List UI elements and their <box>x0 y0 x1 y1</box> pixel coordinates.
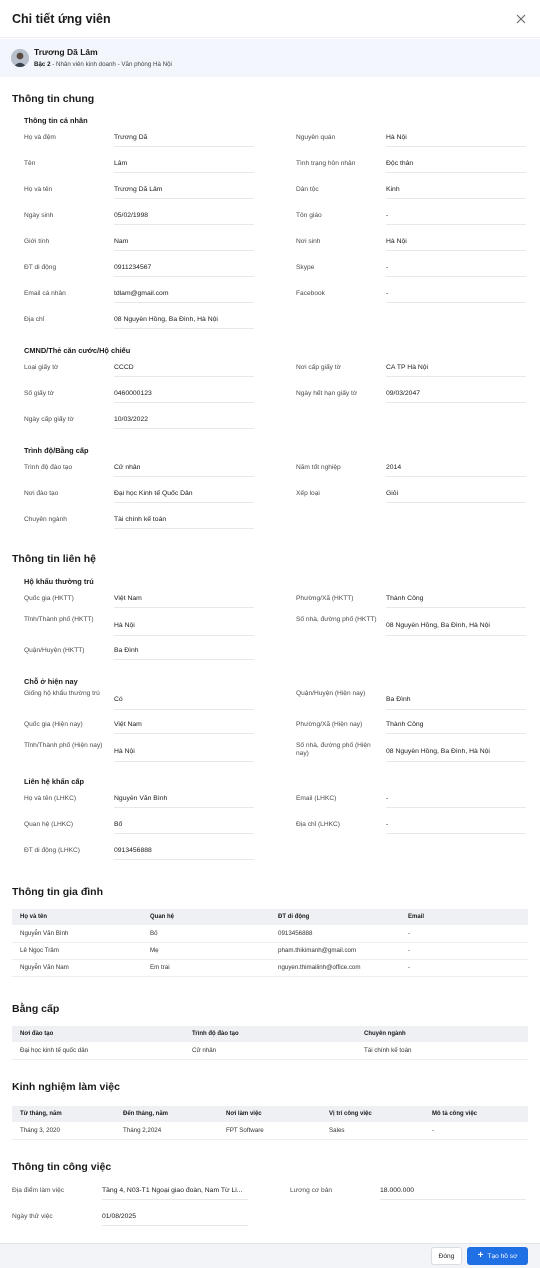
table-header-row <box>12 1106 528 1122</box>
column-header: Quan hệ <box>142 909 270 925</box>
table-cell: 0913456888 <box>270 925 400 942</box>
field-underline <box>114 250 254 251</box>
field-label: Lương cơ bản <box>290 1187 333 1194</box>
table-cell: FPT Software <box>218 1122 321 1139</box>
field-underline <box>114 859 254 860</box>
field-underline <box>114 146 254 147</box>
field-value: Độc thân <box>386 160 414 167</box>
dialog-header <box>0 0 540 38</box>
column-header: Họ và tên <box>12 909 142 925</box>
field-value: CA TP Hà Nội <box>386 364 429 371</box>
field-label: Tôn giáo <box>296 212 322 219</box>
field-label: Quận/Huyện (Hiện nay) <box>296 690 366 697</box>
field-value: 08 Nguyễn Hồng, Ba Đình, Hà Nội <box>386 622 490 629</box>
field-value: Ba Đình <box>386 696 411 703</box>
field-label: Chuyên ngành <box>24 516 67 523</box>
subsection-id-title: CMND/Thẻ căn cước/Hộ chiếu <box>24 346 131 355</box>
candidate-position: - Nhân viên kinh doanh - Văn phòng Hà Nội <box>50 61 172 68</box>
subsection-education-title: Trình độ/Bằng cấp <box>24 446 89 455</box>
field-underline <box>114 172 254 173</box>
table-row <box>12 925 528 942</box>
candidate-level: Bậc 2 <box>34 61 51 68</box>
table-cell: Lê Ngọc Trâm <box>12 942 142 959</box>
table-cell: - <box>400 959 528 976</box>
field-underline <box>102 1199 248 1200</box>
field-label: Nguyên quán <box>296 134 336 141</box>
field-value: Tầng 4, N03-T1 Ngoại giao đoàn, Nam Từ Li... <box>102 1187 243 1194</box>
candidate-profile-bar <box>0 39 540 77</box>
field-value: 2014 <box>386 464 402 471</box>
field-value: Hà Nội <box>114 622 135 629</box>
field-underline <box>114 635 254 636</box>
close-button[interactable]: Đóng <box>431 1247 462 1265</box>
field-value: 10/03/2022 <box>114 416 149 423</box>
field-underline <box>386 146 526 147</box>
table-cell: Đại học kinh tế quốc dân <box>12 1042 184 1059</box>
field-value: 18.000.000 <box>380 1187 415 1194</box>
field-label: Giống hộ khẩu thường trú <box>24 690 100 697</box>
column-header: Từ tháng, năm <box>12 1106 115 1122</box>
field-label: Họ và đệm <box>24 134 56 141</box>
field-underline <box>114 328 254 329</box>
table-row <box>12 959 528 976</box>
field-label: Nơi cấp giấy tờ <box>296 364 341 371</box>
field-underline <box>114 302 254 303</box>
field-value: CCCD <box>114 364 134 371</box>
field-value: Trương Dã <box>114 134 148 141</box>
column-header: Chuyên ngành <box>356 1026 528 1042</box>
table-cell: pham.thikimanh@gmail.com <box>270 942 400 959</box>
field-value: Đại học Kinh tế Quốc Dân <box>114 490 193 497</box>
field-value: tdlam@gmail.com <box>114 290 169 297</box>
table-cell: nguyen.thimailinh@office.com <box>270 959 400 976</box>
field-underline <box>114 198 254 199</box>
field-label: Facebook <box>296 290 325 297</box>
dialog-title: Chi tiết ứng viên <box>12 12 111 26</box>
field-label: Số nhà, đường phố (Hiện nay) <box>296 742 371 757</box>
table-cell: - <box>400 942 528 959</box>
field-underline <box>114 428 254 429</box>
field-value: Hà Nội <box>386 134 407 141</box>
field-label: Tỉnh/Thành phố (Hiện nay) <box>24 742 103 749</box>
subsection-current-title: Chỗ ở hiện nay <box>24 677 78 686</box>
field-underline <box>114 709 254 710</box>
field-underline <box>386 733 526 734</box>
field-value: 0911234567 <box>114 264 152 271</box>
table-cell: Em trai <box>142 959 270 976</box>
field-label: Số giấy tờ <box>24 390 54 397</box>
field-value: 05/02/1998 <box>114 212 149 219</box>
table-cell: - <box>400 925 528 942</box>
field-label: Quốc gia (Hiện nay) <box>24 721 83 728</box>
section-experience-title: Kinh nghiệm làm việc <box>12 1081 120 1093</box>
field-label: Quan hệ (LHKC) <box>24 821 74 828</box>
field-label: Trình độ đào tạo <box>24 464 73 471</box>
field-underline <box>114 659 254 660</box>
section-contact-title: Thông tin liên hệ <box>12 553 96 565</box>
subsection-emergency-title: Liên hệ khẩn cấp <box>24 777 84 786</box>
field-label: Skype <box>296 264 315 271</box>
field-value: 0913456888 <box>114 847 152 854</box>
column-header: Mô tả công việc <box>424 1106 528 1122</box>
field-value: 0460000123 <box>114 390 152 397</box>
table-cell: Sales <box>321 1122 424 1139</box>
field-value: Ba Đình <box>114 647 139 654</box>
field-underline <box>380 1199 526 1200</box>
field-underline <box>386 224 526 225</box>
field-label: ĐT di động (LHKC) <box>24 847 80 854</box>
field-underline <box>114 733 254 734</box>
field-underline <box>114 476 254 477</box>
dialog-footer <box>0 1243 540 1268</box>
field-value: Có <box>114 696 123 703</box>
field-label: Ngày hết hạn giấy tờ <box>296 390 358 397</box>
field-label: Địa điểm làm việc <box>12 1187 65 1194</box>
field-underline <box>386 807 526 808</box>
field-label: Ngày sinh <box>24 212 54 219</box>
field-underline <box>386 476 526 477</box>
field-underline <box>102 1225 248 1226</box>
field-underline <box>114 376 254 377</box>
field-underline <box>114 761 254 762</box>
table-cell: Mẹ <box>142 942 270 959</box>
field-underline <box>114 528 254 529</box>
table-cell: Tháng 3, 2020 <box>12 1122 115 1139</box>
field-underline <box>114 833 254 834</box>
field-label: Địa chỉ (LHKC) <box>296 821 340 828</box>
field-value: - <box>386 212 389 219</box>
field-value: Giỏi <box>386 490 399 497</box>
field-value: Lâm <box>114 160 128 167</box>
field-value: - <box>386 795 389 802</box>
close-icon[interactable] <box>514 12 528 26</box>
field-value: Trương Dã Lâm <box>114 186 163 193</box>
section-general-title: Thông tin chung <box>12 93 95 105</box>
field-label: Họ và tên <box>24 186 53 193</box>
field-value: 09/03/2047 <box>386 390 421 397</box>
field-label: Quận/Huyện (HKTT) <box>24 647 85 654</box>
plus-icon: + <box>477 1250 484 1261</box>
field-underline <box>386 402 526 403</box>
field-value: Thành Công <box>386 595 424 602</box>
column-header: Đến tháng, năm <box>115 1106 218 1122</box>
field-underline <box>386 198 526 199</box>
candidate-subtitle <box>34 61 172 68</box>
field-value: - <box>386 290 389 297</box>
field-label: Ngày cấp giấy tờ <box>24 416 74 423</box>
field-value: Hà Nội <box>386 238 407 245</box>
section-degrees-title: Bằng cấp <box>12 1003 60 1015</box>
table-cell: Nguyễn Văn Nam <box>12 959 142 976</box>
table-row <box>12 1042 528 1059</box>
table-header-row <box>12 1026 528 1042</box>
field-value: Bố <box>114 821 123 828</box>
field-underline <box>114 502 254 503</box>
field-value: 01/08/2025 <box>102 1213 137 1220</box>
experience-table <box>12 1106 528 1140</box>
field-value: 08 Nguyễn Hồng, Ba Đình, Hà Nội <box>114 316 218 323</box>
subsection-personal-title: Thông tin cá nhân <box>24 116 88 125</box>
table-header-row <box>12 909 528 925</box>
create-profile-label: Tạo hồ sơ <box>487 1252 518 1260</box>
field-underline <box>386 761 526 762</box>
field-label: Dân tộc <box>296 186 319 193</box>
section-job-title: Thông tin công việc <box>12 1161 112 1173</box>
field-underline <box>386 502 526 503</box>
field-underline <box>386 376 526 377</box>
field-label: Email (LHKC) <box>296 795 337 802</box>
column-header: Nơi làm việc <box>218 1106 321 1122</box>
field-value: Nam <box>114 238 129 245</box>
field-value: 08 Nguyễn Hồng, Ba Đình, Hà Nội <box>386 748 490 755</box>
field-label: Địa chỉ <box>24 316 45 323</box>
field-value: Kinh <box>386 186 400 193</box>
section-family-title: Thông tin gia đình <box>12 886 103 898</box>
field-underline <box>386 172 526 173</box>
table-cell: Nguyễn Văn Bình <box>12 925 142 942</box>
table-cell: Bố <box>142 925 270 942</box>
field-underline <box>386 302 526 303</box>
field-label: Phường/Xã (HKTT) <box>296 595 354 602</box>
field-underline <box>386 635 526 636</box>
table-cell: Cử nhân <box>184 1042 356 1059</box>
field-label: Năm tốt nghiệp <box>296 464 341 471</box>
field-label: Loại giấy tờ <box>24 364 59 371</box>
field-label: Nơi đào tạo <box>24 490 59 497</box>
field-label: Email cá nhân <box>24 290 66 297</box>
field-value: Hà Nội <box>114 748 135 755</box>
field-value: Việt Nam <box>114 595 142 602</box>
field-label: Giới tính <box>24 238 50 245</box>
field-underline <box>386 276 526 277</box>
column-header: Email <box>400 909 528 925</box>
table-row <box>12 1122 528 1139</box>
family-table <box>12 909 528 977</box>
avatar <box>11 49 29 67</box>
field-label: Tên <box>24 160 36 167</box>
field-underline <box>114 607 254 608</box>
field-underline <box>114 807 254 808</box>
field-value: - <box>386 264 389 271</box>
degrees-table <box>12 1026 528 1060</box>
field-underline <box>386 709 526 710</box>
field-underline <box>386 833 526 834</box>
field-label: Xếp loại <box>296 490 320 497</box>
field-underline <box>114 224 254 225</box>
field-value: Việt Nam <box>114 721 142 728</box>
field-underline <box>386 250 526 251</box>
field-label: Tỉnh/Thành phố (HKTT) <box>24 616 94 623</box>
column-header: Trình độ đào tạo <box>184 1026 356 1042</box>
field-value: Nguyễn Văn Bình <box>114 795 168 802</box>
field-underline <box>114 276 254 277</box>
field-label: ĐT di động <box>24 264 57 271</box>
field-label: Số nhà, đường phố (HKTT) <box>296 616 377 623</box>
candidate-name: Trương Dã Lâm <box>34 47 98 57</box>
field-value: Thành Công <box>386 721 424 728</box>
field-underline <box>386 607 526 608</box>
field-label: Tình trạng hôn nhân <box>296 160 356 167</box>
field-label: Họ và tên (LHKC) <box>24 795 77 802</box>
table-cell: Tháng 2,2024 <box>115 1122 218 1139</box>
field-value: Cử nhân <box>114 464 141 471</box>
column-header: Nơi đào tạo <box>12 1026 184 1042</box>
person-icon <box>11 49 29 67</box>
field-label: Nơi sinh <box>296 238 321 245</box>
field-label: Ngày thử việc <box>12 1213 53 1220</box>
table-row <box>12 942 528 959</box>
field-value: - <box>386 821 389 828</box>
create-profile-button[interactable] <box>467 1247 528 1265</box>
field-label: Quốc gia (HKTT) <box>24 595 74 602</box>
column-header: ĐT di động <box>270 909 400 925</box>
candidate-detail-content <box>0 77 540 1243</box>
field-underline <box>114 402 254 403</box>
field-label: Phường/Xã (Hiện nay) <box>296 721 363 728</box>
column-header: Vị trí công việc <box>321 1106 424 1122</box>
subsection-residence-title: Hộ khẩu thường trú <box>24 577 94 586</box>
field-value: Tài chính kế toán <box>114 516 167 523</box>
table-cell: Tài chính kế toán <box>356 1042 528 1059</box>
table-cell: - <box>424 1122 528 1139</box>
